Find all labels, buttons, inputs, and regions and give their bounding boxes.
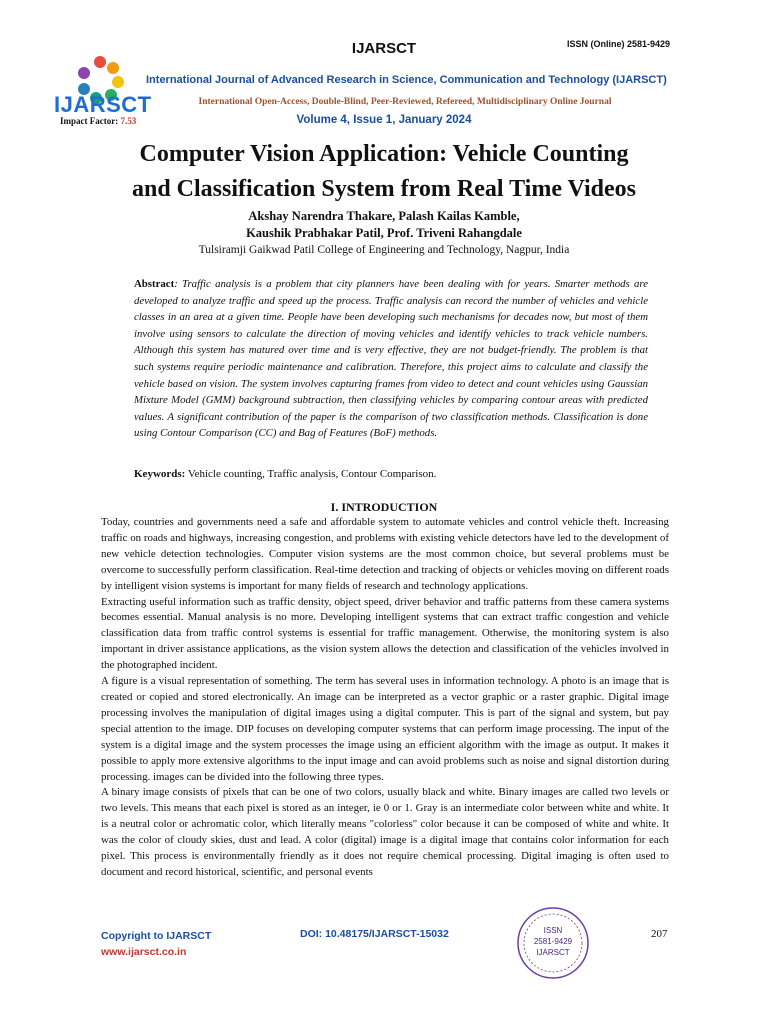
doi-text[interactable]: DOI: 10.48175/IJARSCT-15032	[300, 928, 449, 940]
issn-online: ISSN (Online) 2581-9429	[566, 39, 670, 49]
authors-line-1: Akshay Narendra Thakare, Palash Kailas Kamble,	[248, 209, 520, 223]
abstract-label: Abstract	[134, 278, 175, 290]
seal-line-3: IJARSCT	[536, 948, 570, 957]
logo-wordmark: IJARSCT	[54, 92, 152, 117]
keywords-text: Vehicle counting, Traffic analysis, Contour Comparison.	[185, 468, 437, 480]
section-heading: I. INTRODUCTION	[330, 500, 438, 514]
seal-line-1: ISSN	[543, 926, 563, 935]
abstract	[134, 276, 648, 442]
paper-title	[0, 137, 768, 207]
page-number: 207	[651, 928, 668, 940]
footer-left	[101, 928, 211, 960]
paper-title-line-1: Computer Vision Application: Vehicle Counting	[139, 141, 629, 167]
abstract-text: : Traffic analysis is a problem that city planners have been dealing with for years. Smarter methods are developed to analyze traffic and speed up the process. Traffic analysis can record the number of vehicles and vehicle classes in an area at a given time. People have been developing such mechanisms for decades now, but most of them involve using sensors to calculate the direction of moving vehicles and identify vehicles to track vehicle numbers. Although this system has matured over time and is very effective, they are not budget-friendly. The problem is that such systems require periodic maintenance and calibration. Therefore, this project aims to calculate and classify the vehicle based on vision. The system involves capturing frames from video to detect and count vehicles using Gaussian Mixture Model (GMM) background subtraction, then classifying vehicles by comparing contour areas with predicted values. A significant contribution of the paper is the comparison of two classification methods. Classification is done using Contour Comparison (CC) and Bag of Features (BoF) methods.	[134, 278, 648, 440]
paragraph: A binary image consists of pixels that can be one of two colors, usually black and white. Binary images are called two levels or two levels. This means that each pixel is stored as an integer, ie 0 or 1. Gray is an intermediate color between white and white. It is a neutral color or achromatic color, which literally means "colorless" color because it can be composed of white and white. It was the color of cloudy skies, dust and lead. A color (digital) image is a digital image that contains color information for each pixel. This process is environmentally friendly as it does not require chemical processing. Digital imaging is often used to document and record historical, scientific, and personal events	[101, 786, 669, 878]
volume-issue: Volume 4, Issue 1, January 2024	[296, 114, 472, 126]
impact-factor-value: 7.53	[120, 116, 137, 126]
authors-line-2: Kaushik Prabhakar Patil, Prof. Triveni Rahangdale	[246, 226, 522, 240]
journal-short-name: IJARSCT	[351, 40, 417, 57]
journal-full-name: International Journal of Advanced Research in Science, Communication and Technology (IJARSCT)	[146, 74, 667, 86]
journal-subtitle: International Open-Access, Double-Blind, Peer-Reviewed, Refereed, Multidisciplinary Online Journal	[198, 97, 612, 107]
impact-factor-label: Impact Factor:	[60, 116, 119, 126]
paragraph: Extracting useful information such as traffic density, object speed, driver behavior and traffic patterns from these camera systems becomes essential. Manual analysis is no more. Developing intelligent systems that can extract traffic congestion and vehicle classification data from traffic control systems is essential for traffic management. Otherwise, the monitoring system is also important in driver assistance applications, as the vision system allows the detection and classification of the vehicles involved in the photographed incident.	[101, 595, 669, 672]
copyright-text: Copyright to IJARSCT	[101, 930, 212, 942]
keywords	[134, 468, 648, 480]
affiliation: Tulsiramji Gaikwad Patil College of Engineering and Technology, Nagpur, India	[198, 244, 570, 256]
paper-title-line-2: and Classification System from Real Time Videos	[131, 176, 636, 202]
keywords-label: Keywords:	[134, 468, 186, 480]
paragraph: Today, countries and governments need a safe and affordable system to automate vehicles and control vehicle theft. Increasing traffic on roads and highways, increasing congestion, and problems with existing vehicle detectors have led to the development of new vehicle detection technologies. Computer vision systems are the most common choice, but several problems must be overcome to successfully perform classification. Real-time detection and tracking of objects or vehicles moving on different roads by intelligent vision systems is important for many fields of research and technology applications.	[101, 516, 669, 592]
introduction-body	[101, 515, 669, 881]
paragraph: A figure is a visual representation of something. The term has several uses in information technology. A photo is an image that is created or copied and stored electronically. An image can be interpreted as a vector graphic or a raster graphic. Digital image processing involves the manipulation of digital images using a digital computer. This is part of the signal and system, but pay special attention to the image. DIP focuses on developing computer systems that can perform image processing. The input of the system is a digital image and the system processes the image using an efficient algorithm with the image as output. It makes it possible to apply more extensive algorithms to the input image and can avoid problems such as noise and signal distortion during processing. images can be divided into the following three types.	[101, 675, 669, 783]
issn-seal-icon	[515, 905, 591, 981]
seal-line-2: 2581-9429	[533, 937, 573, 946]
authors	[0, 208, 768, 242]
website-link[interactable]: www.ijarsct.co.in	[101, 946, 187, 958]
